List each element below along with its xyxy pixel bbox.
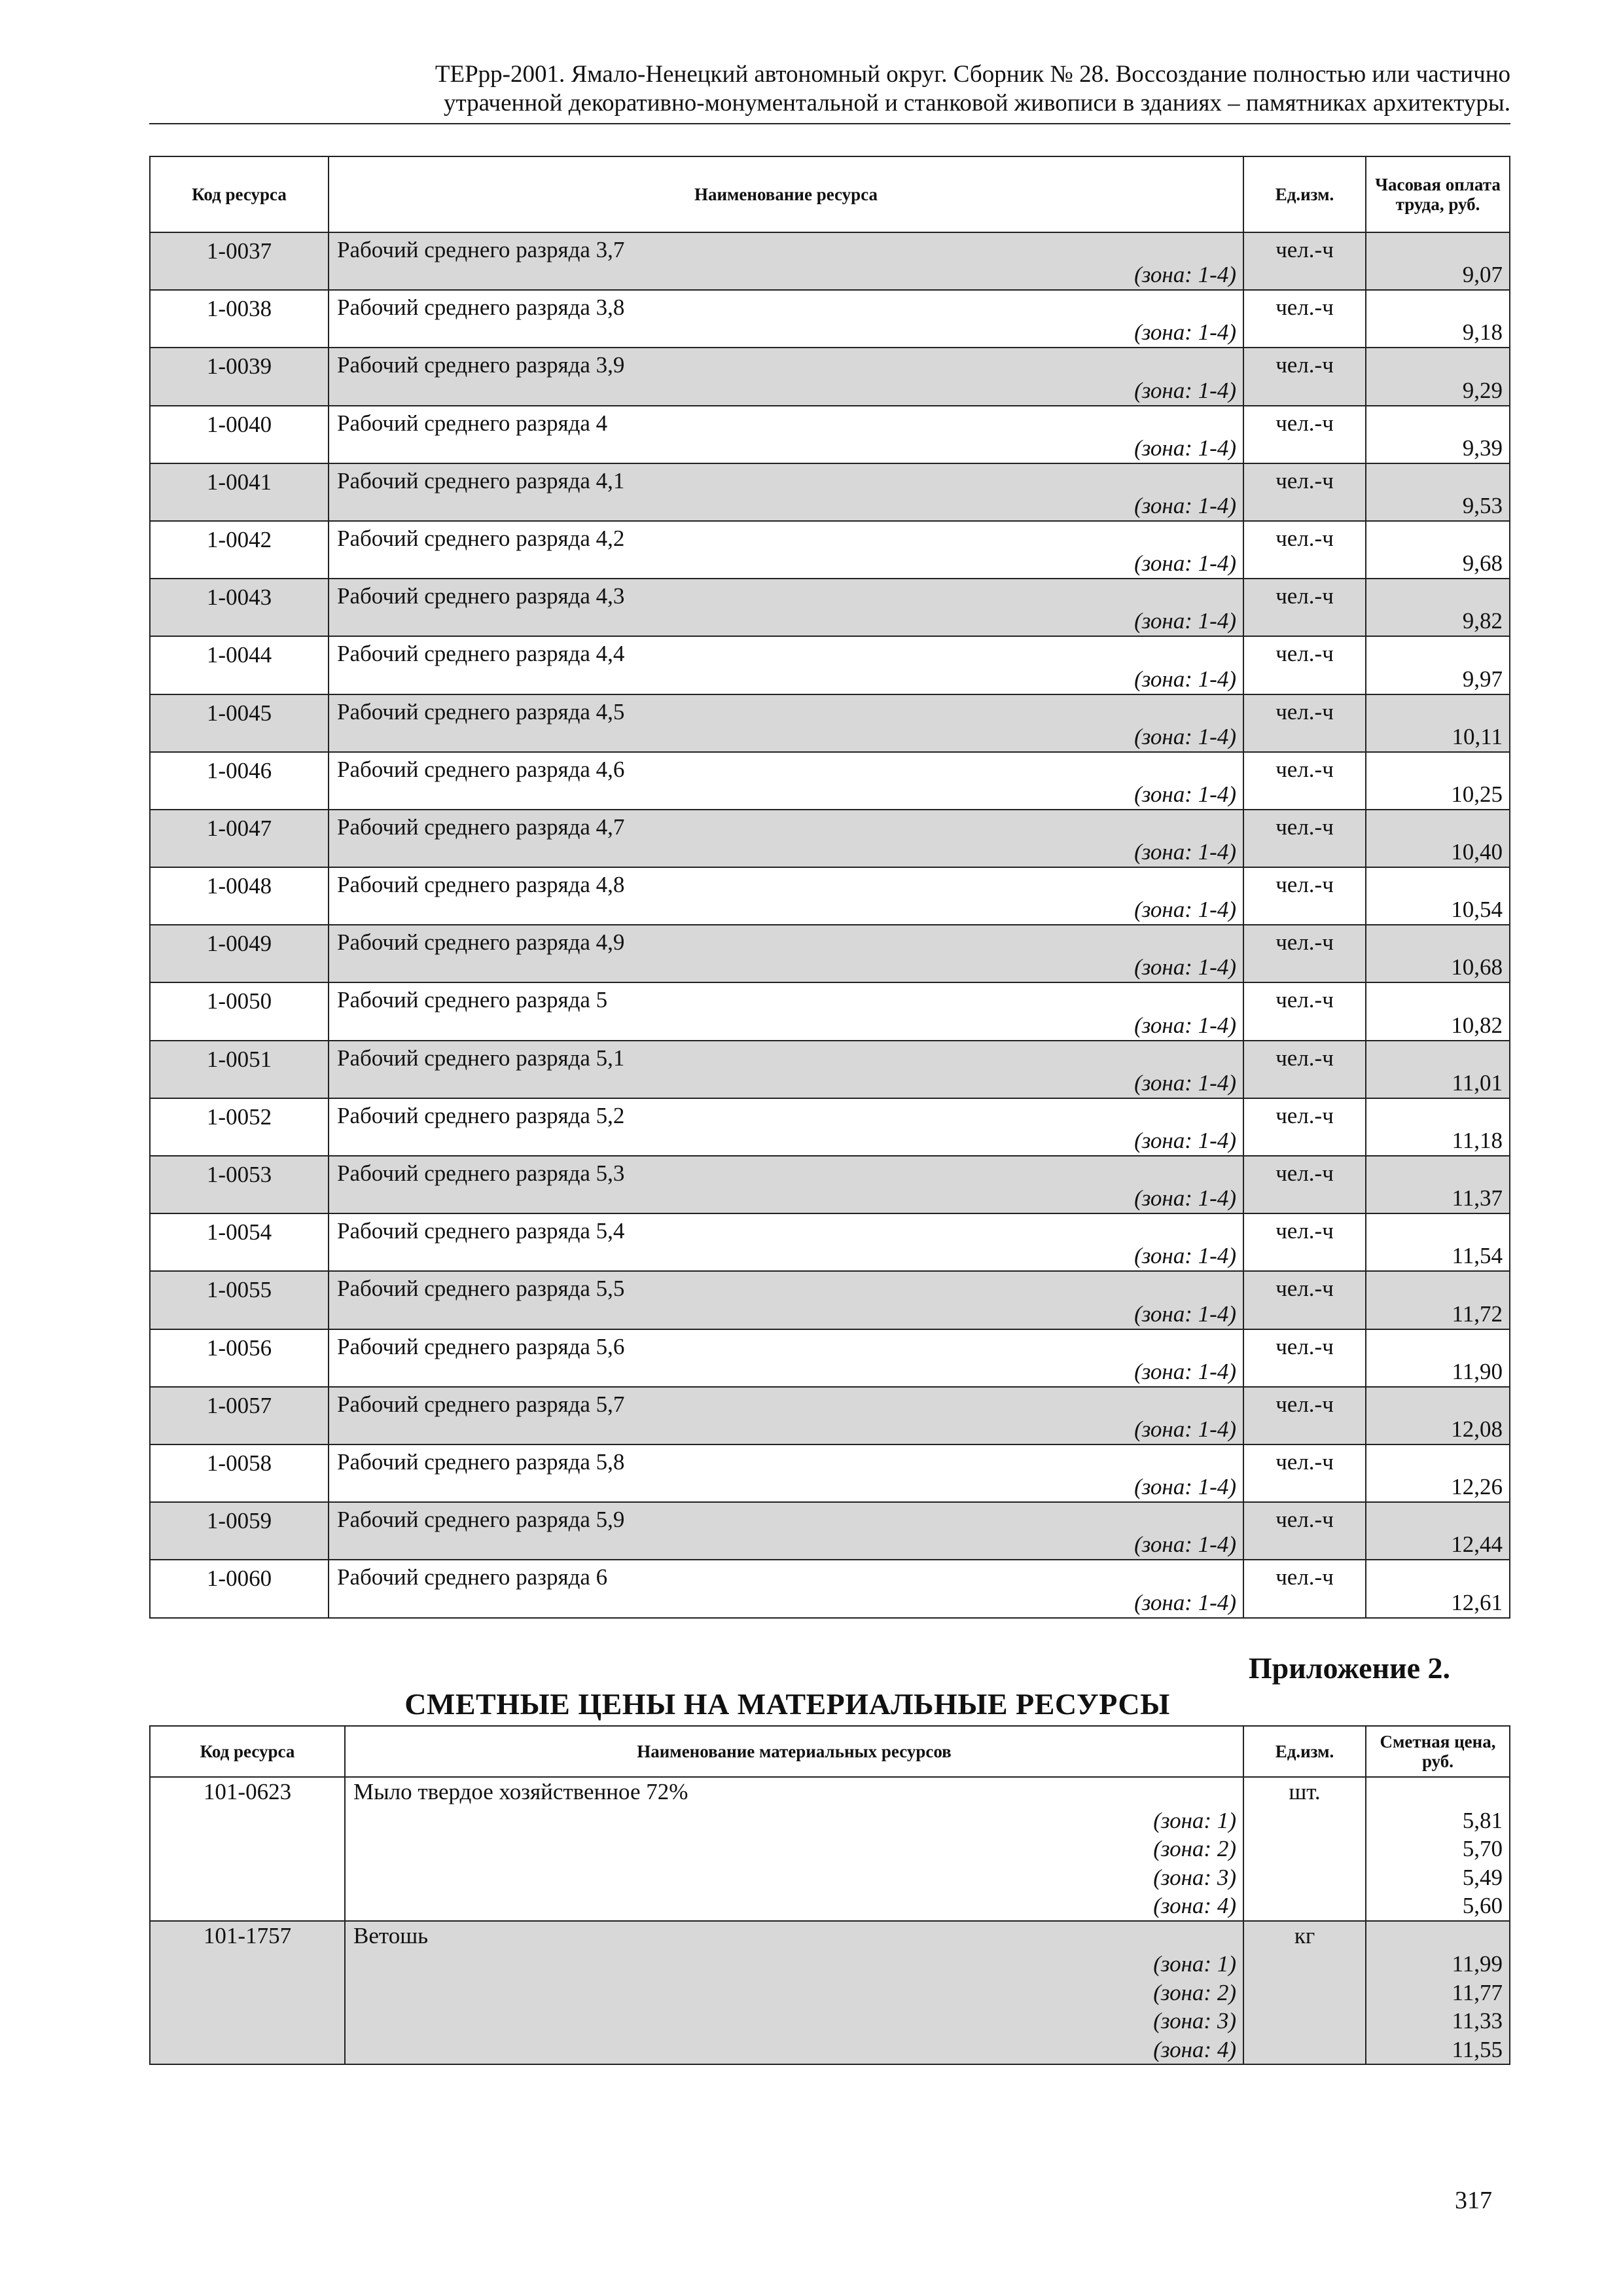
unit-cell [1243,636,1366,694]
table-row [150,982,1510,1040]
resource-name-cell [329,752,1243,810]
resource-name-cell [329,1156,1243,1213]
resource-name: Рабочий среднего разряда 4,1 [337,467,625,493]
materials-table-body [150,1777,1510,2064]
table-row [150,406,1510,463]
hourly-rate: 9,29 [1462,377,1503,403]
running-header [149,60,1510,118]
hourly-rate: 12,26 [1451,1474,1503,1500]
resource-code: 1-0039 [150,348,329,405]
materials-prices-table [149,1725,1510,2065]
hourly-rate: 9,18 [1462,319,1503,346]
resource-code: 1-0053 [150,1156,329,1213]
table-row [150,1041,1510,1098]
price-value: 11,77 [1452,1979,1503,2005]
hourly-rate: 11,54 [1452,1243,1503,1269]
resource-name-cell [329,1329,1243,1387]
table-row [150,867,1510,925]
resource-name-cell [329,810,1243,867]
hourly-rate: 12,61 [1451,1589,1503,1615]
resource-name: Рабочий среднего разряда 4,2 [337,525,625,551]
resource-code: 1-0038 [150,290,329,348]
rate-cell [1366,1560,1510,1617]
hourly-rate: 12,44 [1451,1532,1503,1558]
rate-cell [1366,810,1510,867]
unit-cell [1243,1098,1366,1156]
resource-name: Рабочий среднего разряда 5 [337,987,608,1013]
hourly-rate: 10,54 [1451,897,1503,923]
resource-name-cell [329,1502,1243,1560]
rate-cell [1366,752,1510,810]
unit: чел.-ч [1275,987,1334,1013]
resource-code: 1-0043 [150,579,329,636]
resource-name-cell [329,636,1243,694]
rate-cell [1366,694,1510,752]
price-value: 5,49 [1462,1864,1503,1890]
zone-label: (зона: 1-4) [1134,723,1236,749]
hourly-rate: 11,37 [1452,1185,1503,1211]
price-value: 11,99 [1452,1951,1503,1977]
zone-label: (зона: 1-4) [1134,1300,1236,1327]
zone-label: (зона: 3) [1153,1864,1236,1890]
unit: чел.-ч [1275,929,1334,956]
unit: чел.-ч [1275,467,1334,493]
resource-code: 101-1757 [150,1921,345,2065]
rate-cell [1366,982,1510,1040]
rate-cell [1366,1387,1510,1444]
resource-code: 1-0041 [150,463,329,521]
resource-code: 1-0046 [150,752,329,810]
resource-name: Рабочий среднего разряда 4,7 [337,814,625,840]
zone-label: (зона: 1-4) [1134,262,1236,288]
col-header-unit: Ед.изм. [1243,1726,1366,1777]
zone-label: (зона: 1-4) [1134,608,1236,634]
unit-cell [1243,752,1366,810]
unit-cell [1243,521,1366,579]
resource-name: Рабочий среднего разряда 4,9 [337,929,625,956]
unit-cell [1243,982,1366,1040]
rate-cell [1366,1041,1510,1098]
col-header-code: Код ресурса [150,156,329,232]
rate-cell [1366,1444,1510,1502]
unit: шт. [1243,1777,1366,1921]
table-row [150,463,1510,521]
resource-code: 1-0054 [150,1213,329,1271]
resource-code: 1-0048 [150,867,329,925]
unit-cell [1243,1560,1366,1617]
resource-name: Рабочий среднего разряда 5,7 [337,1391,625,1417]
table-row [150,579,1510,636]
resource-name-cell [329,1271,1243,1329]
resource-name: Рабочий среднего разряда 5,6 [337,1333,625,1359]
col-header-name: Наименование материальных ресурсов [345,1726,1243,1777]
unit-cell [1243,1271,1366,1329]
resource-name-cell [329,694,1243,752]
resource-name: Рабочий среднего разряда 3,9 [337,352,625,378]
table-row [150,1921,1510,2065]
table-row [150,1329,1510,1387]
rate-cell [1366,579,1510,636]
unit: кг [1243,1921,1366,2065]
resource-code: 1-0060 [150,1560,329,1617]
unit: чел.-ч [1275,756,1334,782]
zone-label: (зона: 2) [1153,1836,1236,1861]
hourly-rate: 10,25 [1451,781,1503,807]
zone-label: (зона: 1-4) [1134,1128,1236,1153]
zone-label: (зона: 1-4) [1134,1589,1236,1615]
unit: чел.-ч [1275,1102,1334,1128]
resource-name: Рабочий среднего разряда 4,5 [337,698,625,725]
hourly-rate: 11,72 [1452,1300,1503,1327]
unit-cell [1243,1444,1366,1502]
resource-name: Рабочий среднего разряда 5,8 [337,1448,625,1475]
hourly-rate: 9,07 [1462,262,1503,288]
rate-cell [1366,1213,1510,1271]
materials-table-header [150,1726,1510,1777]
resource-name-cell [329,1560,1243,1617]
zone-label: (зона: 4) [1153,2036,1236,2062]
resource-name-cell [329,579,1243,636]
unit: чел.-ч [1275,814,1334,840]
table-row [150,521,1510,579]
unit-cell [1243,290,1366,348]
unit-cell [1243,406,1366,463]
rate-cell [1366,867,1510,925]
resource-name-cell [329,1041,1243,1098]
resource-name: Рабочий среднего разряда 5,4 [337,1218,625,1244]
labor-table-header [150,156,1510,232]
unit: чел.-ч [1275,1507,1334,1533]
resource-name: Рабочий среднего разряда 6 [337,1564,608,1590]
unit: чел.-ч [1275,1276,1334,1302]
resource-name-cell [329,867,1243,925]
table-row [150,1098,1510,1156]
unit: чел.-ч [1275,1448,1334,1475]
resource-code: 1-0044 [150,636,329,694]
unit-cell [1243,1041,1366,1098]
unit-cell [1243,1213,1366,1271]
zone-label: (зона: 1-4) [1134,1358,1236,1384]
resource-code: 1-0055 [150,1271,329,1329]
running-header-line-2: утраченной декоративно-монументальной и станковой живописи в зданиях – памятниках архитектуры. [443,90,1510,117]
unit-cell [1243,1156,1366,1213]
header-rule [149,123,1510,124]
table-row [150,694,1510,752]
resource-name-cell [329,1387,1243,1444]
resource-name-cell [329,982,1243,1040]
unit: чел.-ч [1275,698,1334,725]
zone-label: (зона: 1-4) [1134,377,1236,403]
hourly-rate: 9,68 [1462,550,1503,577]
price-value: 5,60 [1462,1893,1503,1918]
unit-cell [1243,1387,1366,1444]
col-header-rate: Часовая оплата труда, руб. [1366,156,1510,232]
zone-label: (зона: 1) [1153,1807,1236,1833]
hourly-rate: 11,01 [1452,1069,1503,1096]
zone-label: (зона: 1-4) [1134,1012,1236,1038]
unit: чел.-ч [1275,1160,1334,1186]
hourly-rate: 11,90 [1452,1358,1503,1384]
resource-name-cell [329,406,1243,463]
table-row [150,1444,1510,1502]
resource-code: 1-0058 [150,1444,329,1502]
zone-label: (зона: 3) [1153,2008,1236,2034]
resource-name-cell [329,1444,1243,1502]
resource-name: Рабочий среднего разряда 5,2 [337,1102,625,1128]
resource-name: Рабочий среднего разряда 4,8 [337,872,625,898]
labor-table-body [150,232,1510,1618]
zone-label: (зона: 1-4) [1134,1532,1236,1558]
unit: чел.-ч [1275,1333,1334,1359]
unit-cell [1243,694,1366,752]
unit-cell [1243,463,1366,521]
unit-cell [1243,867,1366,925]
resource-name-cell [329,1213,1243,1271]
resource-name-cell [329,348,1243,405]
unit: чел.-ч [1275,583,1334,609]
table-row [150,348,1510,405]
rate-cell [1366,1502,1510,1560]
price-value: 5,81 [1462,1807,1503,1833]
zone-label: (зона: 1-4) [1134,435,1236,461]
resource-code: 1-0045 [150,694,329,752]
table-row [150,232,1510,290]
unit: чел.-ч [1275,1218,1334,1244]
table-row [150,1387,1510,1444]
unit-cell [1243,232,1366,290]
unit: чел.-ч [1275,525,1334,551]
material-name-cell [345,1921,1243,2065]
resource-code: 1-0051 [150,1041,329,1098]
table-row [150,1271,1510,1329]
unit-cell [1243,810,1366,867]
resource-code: 1-0049 [150,925,329,982]
hourly-rate: 10,68 [1451,954,1503,980]
rate-cell [1366,232,1510,290]
rate-cell [1366,348,1510,405]
rate-cell [1366,1098,1510,1156]
resource-code: 1-0037 [150,232,329,290]
zone-label: (зона: 2) [1153,1979,1236,2005]
hourly-rate: 9,39 [1462,435,1503,461]
rate-cell [1366,1329,1510,1387]
resource-code: 1-0052 [150,1098,329,1156]
zone-label: (зона: 4) [1153,1893,1236,1918]
resource-name: Рабочий среднего разряда 3,8 [337,295,625,321]
resource-name-cell [329,232,1243,290]
material-name: Ветошь [353,1922,429,1948]
unit: чел.-ч [1275,1045,1334,1071]
table-row [150,1213,1510,1271]
unit: чел.-ч [1275,1564,1334,1590]
resource-code: 1-0050 [150,982,329,1040]
resource-name: Рабочий среднего разряда 5,1 [337,1045,625,1071]
col-header-price: Сметная цена, руб. [1366,1726,1510,1777]
unit: чел.-ч [1275,237,1334,262]
hourly-rate: 10,11 [1452,723,1503,749]
page-number: 317 [1455,2187,1492,2214]
zone-label: (зона: 1-4) [1134,839,1236,865]
rate-cell [1366,925,1510,982]
resource-name-cell [329,1098,1243,1156]
labor-rates-table [149,156,1510,1619]
unit: чел.-ч [1275,352,1334,378]
zone-label: (зона: 1-4) [1134,1069,1236,1096]
table-row [150,1502,1510,1560]
resource-name: Рабочий среднего разряда 5,5 [337,1276,625,1302]
hourly-rate: 10,40 [1451,839,1503,865]
unit-cell [1243,925,1366,982]
hourly-rate: 10,82 [1451,1012,1503,1038]
rate-cell [1366,290,1510,348]
resource-code: 1-0040 [150,406,329,463]
resource-code: 1-0059 [150,1502,329,1560]
price-cell [1366,1921,1510,2065]
table-row [150,1560,1510,1617]
rate-cell [1366,406,1510,463]
resource-code: 1-0057 [150,1387,329,1444]
resource-name-cell [329,521,1243,579]
price-value: 5,70 [1462,1836,1503,1861]
resource-name-cell [329,463,1243,521]
unit: чел.-ч [1275,410,1334,436]
unit-cell [1243,579,1366,636]
price-value: 11,55 [1452,2036,1503,2062]
resource-name: Рабочий среднего разряда 4 [337,410,608,436]
rate-cell [1366,636,1510,694]
resource-code: 1-0056 [150,1329,329,1387]
unit: чел.-ч [1275,641,1334,667]
table-row [150,290,1510,348]
table-row [150,1156,1510,1213]
zone-label: (зона: 1-4) [1134,1474,1236,1500]
table-row [150,1777,1510,1921]
unit-cell [1243,1502,1366,1560]
zone-label: (зона: 1-4) [1134,781,1236,807]
material-name: Мыло твердое хозяйственное 72% [353,1779,688,1804]
price-cell [1366,1777,1510,1921]
section-title: СМЕТНЫЕ ЦЕНЫ НА МАТЕРИАЛЬНЫЕ РЕСУРСЫ [404,1687,1170,1721]
unit: чел.-ч [1275,1391,1334,1417]
material-name-cell [345,1777,1243,1921]
hourly-rate: 11,18 [1452,1128,1503,1153]
col-header-name: Наименование ресурса [329,156,1243,232]
resource-name: Рабочий среднего разряда 3,7 [337,237,625,262]
zone-label: (зона: 1) [1153,1951,1236,1977]
col-header-code: Код ресурса [150,1726,345,1777]
table-row [150,636,1510,694]
appendix-label: Приложение 2. [1248,1651,1450,1685]
table-row [150,752,1510,810]
unit: чел.-ч [1275,872,1334,898]
resource-name: Рабочий среднего разряда 4,6 [337,756,625,782]
resource-name: Рабочий среднего разряда 4,3 [337,583,625,609]
resource-name-cell [329,290,1243,348]
rate-cell [1366,521,1510,579]
zone-label: (зона: 1-4) [1134,666,1236,692]
table-row [150,925,1510,982]
zone-label: (зона: 1-4) [1134,897,1236,923]
resource-name-cell [329,925,1243,982]
resource-code: 1-0042 [150,521,329,579]
zone-label: (зона: 1-4) [1134,492,1236,518]
resource-code: 1-0047 [150,810,329,867]
resource-name: Рабочий среднего разряда 4,4 [337,641,625,667]
unit-cell [1243,1329,1366,1387]
hourly-rate: 9,82 [1462,608,1503,634]
zone-label: (зона: 1-4) [1134,319,1236,346]
zone-label: (зона: 1-4) [1134,1185,1236,1211]
unit: чел.-ч [1275,295,1334,321]
hourly-rate: 9,53 [1462,492,1503,518]
zone-label: (зона: 1-4) [1134,1243,1236,1269]
zone-label: (зона: 1-4) [1134,1416,1236,1442]
hourly-rate: 12,08 [1451,1416,1503,1442]
rate-cell [1366,1271,1510,1329]
unit-cell [1243,348,1366,405]
zone-label: (зона: 1-4) [1134,954,1236,980]
rate-cell [1366,1156,1510,1213]
resource-name: Рабочий среднего разряда 5,9 [337,1507,625,1533]
col-header-unit: Ед.изм. [1243,156,1366,232]
running-header-line-1: ТЕРрр-2001. Ямало-Ненецкий автономный округ. Сборник № 28. Воссоздание полностью или частично [435,61,1510,88]
zone-label: (зона: 1-4) [1134,550,1236,577]
resource-code: 101-0623 [150,1777,345,1921]
rate-cell [1366,463,1510,521]
hourly-rate: 9,97 [1462,666,1503,692]
price-value: 11,33 [1452,2008,1503,2034]
table-row [150,810,1510,867]
resource-name: Рабочий среднего разряда 5,3 [337,1160,625,1186]
